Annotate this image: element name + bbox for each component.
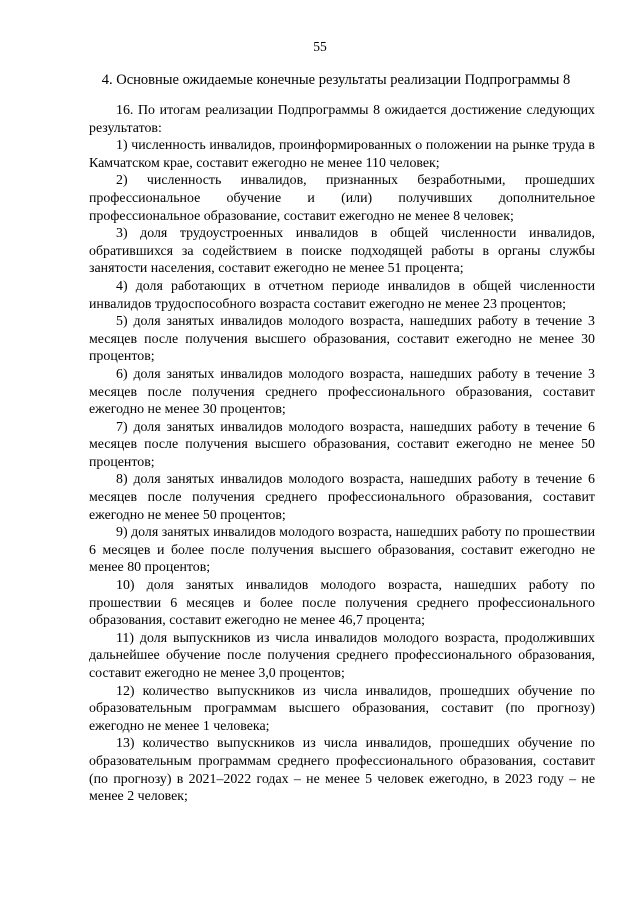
list-item-7: 7) доля занятых инвалидов молодого возраста, нашедших работу в течение 6 месяцев после получения высшего образования, составит ежегодно не менее 50 процентов;: [89, 419, 595, 470]
page-number: 55: [313, 39, 327, 54]
list-item-13: 13) количество выпускников из числа инвалидов, прошедших обучение по образовательным программам среднего профессионального образования, составит (по прогнозу) в 2021–2022 годах – не менее 5 человек ежегодно, в 2023 году – не менее 2 человек;: [89, 736, 595, 805]
list-item-2: 2) численность инвалидов, признанных безработными, прошедших профессиональное обучение и (или) получивших дополнительное профессиональное образование, составит ежегодно не менее 8 человек;: [89, 173, 595, 224]
list-item-10: 10) доля занятых инвалидов молодого возраста, нашедших работу по прошествии 6 месяцев и более после получения среднего профессионального образования, составит ежегодно не менее 46,7 процента;: [89, 578, 595, 629]
paragraph-intro: 16. По итогам реализации Подпрограммы 8 ожидается достижение следующих результатов:: [89, 103, 595, 136]
list-item-11: 11) доля выпускников из числа инвалидов молодого возраста, продолживших дальнейшее обучение после получения среднего профессионального образования, составит ежегодно не менее 3,0 процентов;: [89, 630, 595, 681]
section-heading: 4. Основные ожидаемые конечные результаты реализации Подпрограммы 8: [101, 72, 571, 88]
list-item-12: 12) количество выпускников из числа инвалидов, прошедших обучение по образовательным программам высшего образования, составит (по прогнозу) ежегодно не менее 1 человека;: [89, 683, 595, 734]
list-item-6: 6) доля занятых инвалидов молодого возраста, нашедших работу в течение 3 месяцев после получения среднего профессионального образования, составит ежегодно не менее 30 процентов;: [89, 366, 595, 418]
body-text: [89, 102, 595, 806]
list-item-3: 3) доля трудоустроенных инвалидов в общей численности инвалидов, обратившихся за содействием в поиске подходящей работы в органы службы занятости населения, составит ежегодно не менее 51 процента;: [89, 226, 595, 277]
list-item-4: 4) доля работающих в отчетном периоде инвалидов в общей численности инвалидов трудоспособного возраста составит ежегодно не менее 23 процентов;: [89, 278, 595, 312]
list-item-5: 5) доля занятых инвалидов молодого возраста, нашедших работу в течение 3 месяцев после получения высшего образования, составит ежегодно не менее 30 процентов;: [89, 314, 595, 365]
list-item-1: 1) численность инвалидов, проинформированных о положении на рынке труда в Камчатском крае, составит ежегодно не менее 110 человек;: [89, 138, 595, 171]
list-item-9: 9) доля занятых инвалидов молодого возраста, нашедших работу по прошествии 6 месяцев и более после получения высшего образования, составит ежегодно не менее 80 процентов;: [89, 525, 595, 576]
list-item-8: 8) доля занятых инвалидов молодого возраста, нашедших работу в течение 6 месяцев после получения среднего профессионального образования, составит ежегодно не менее 50 процентов;: [89, 472, 595, 523]
